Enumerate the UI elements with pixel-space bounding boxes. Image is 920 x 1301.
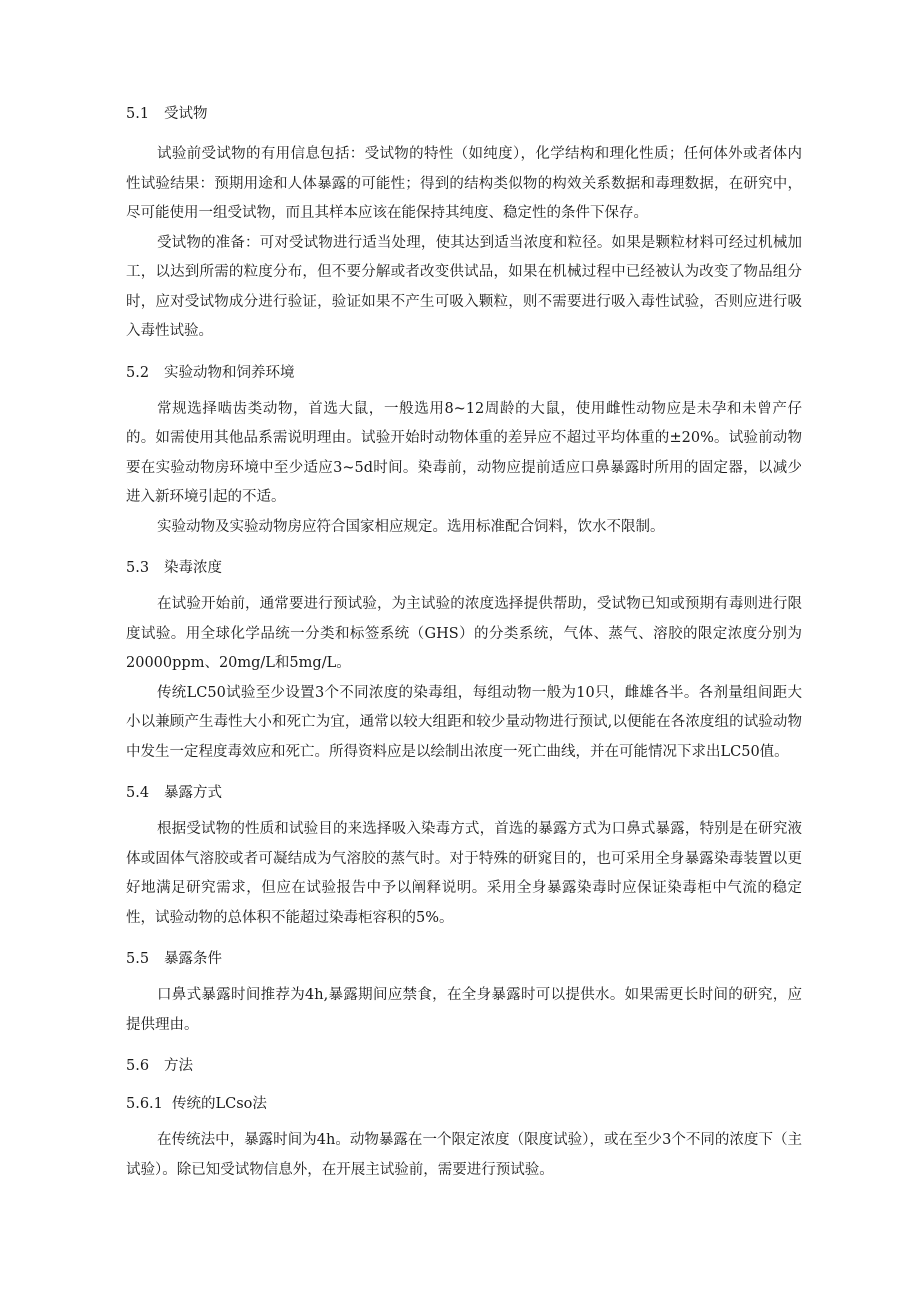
section-5-6-1 bbox=[126, 1092, 802, 1185]
section-title: 传统的LCso法 bbox=[172, 1096, 267, 1112]
paragraph: 根据受试物的性质和试验目的来选择吸入染毒方式，首选的暴露方式为口鼻式暴露，特别是在研究液体或固体气溶胶或者可凝结成为气溶胶的蒸气时。对于特殊的研窕目的，也可采用全身暴露染毒装置以更好地满足研究需求，但应在试验报告中予以阐释说明。采用全身暴露染毒时应保证染毒柜中气流的稳定性，试验动物的总体积不能超过染毒柜容积的5%。 bbox=[126, 821, 802, 926]
paragraph: 试验前受试物的有用信息包括：受试物的特性（如纯度），化学结构和理化性质；任何体外或者体内性试验结果：预期用途和人体暴露的可能性；得到的结构类似物的构效关系数据和毒理数据，在研究中，尽可能使用一组受试物，而且其样本应该在能保持其纯度、稳定性的条件下保存。 bbox=[126, 146, 802, 221]
section-title: 方法 bbox=[164, 1058, 193, 1074]
paragraph: 在传统法中，暴露时间为4h。动物暴露在一个限定浓度（限度试验），或在至少3个不同的浓度下（主试验）。除已知受试物信息外，在开展主试验前，需要进行预试验。 bbox=[126, 1132, 802, 1178]
section-number: 5.6 bbox=[126, 1058, 150, 1074]
section-number: 5.5 bbox=[126, 951, 150, 967]
section-5-3 bbox=[126, 556, 802, 767]
section-heading bbox=[126, 556, 802, 580]
section-number: 5.3 bbox=[126, 560, 150, 576]
paragraph: 受试物的准备：可对受试物进行适当处理，使其达到适当浓度和粒径。如果是颗粒材料可经过机械加工，以达到所需的粒度分布，但不要分解或者改变供试品，如果在机械过程中已经被认为改变了物品组分时，应对受试物成分进行验证，验证如果不产生可吸入颗粒，则不需要进行吸入毒性试验，否则应进行吸入毒性试验。 bbox=[126, 234, 802, 339]
section-heading bbox=[126, 1092, 802, 1116]
section-heading bbox=[126, 1054, 802, 1078]
paragraph: 常规选择啮齿类动物，首选大鼠，一般选用8~12周龄的大鼠，使用雌性动物应是未孕和未曾产仔的。如需使用其他品系需说明理由。试验开始时动物体重的差异应不超过平均体重的±20%。试验前动物要在实验动物房环境中至少适应3~5d时间。染毒前，动物应提前适应口鼻暴露时所用的固定器，以减少进入新环境引起的不适。 bbox=[126, 400, 802, 505]
section-title: 染毒浓度 bbox=[164, 560, 222, 576]
paragraph: 在试验开始前，通常要进行预试验，为主试验的浓度选择提供帮助，受试物已知或预期有毒则进行限度试验。用全球化学品统一分类和标签系统（GHS）的分类系统，气体、蒸气、溶胶的限定浓度分别为20000ppm、20mg/L和5mg/L。 bbox=[126, 596, 802, 671]
section-title: 受试物 bbox=[164, 106, 208, 122]
section-title: 暴露方式 bbox=[164, 785, 222, 801]
section-5-4 bbox=[126, 781, 802, 933]
section-heading bbox=[126, 361, 802, 385]
paragraph: 口鼻式暴露时间推荐为4h,暴露期间应禁食，在全身暴露时可以提供水。如果需更长时间的研究，应提供理由。 bbox=[126, 987, 802, 1033]
section-number: 5.4 bbox=[126, 785, 150, 801]
section-heading bbox=[126, 947, 802, 971]
section-5-6 bbox=[126, 1054, 802, 1078]
section-title: 实验动物和饲养环境 bbox=[164, 364, 295, 381]
section-number: 5.1 bbox=[126, 106, 150, 122]
section-5-1 bbox=[126, 102, 802, 347]
section-5-5 bbox=[126, 947, 802, 1040]
paragraph: 实验动物及实验动物房应符合国家相应规定。选用标准配合饲料，饮水不限制。 bbox=[157, 518, 665, 535]
section-title: 暴露条件 bbox=[164, 951, 222, 967]
section-heading bbox=[126, 102, 802, 126]
section-number: 5.2 bbox=[126, 364, 150, 381]
section-number: 5.6.1 bbox=[126, 1096, 163, 1112]
paragraph: 传统LC50试验至少设置3个不同浓度的染毒组，每组动物一般为10只，雌雄各半。各剂量组间距大小以兼顾产生毒性大小和死亡为宜，通常以较大组距和较少量动物进行预试,以便能在各浓度组的试验动物中发生一定程度毒效应和死亡。所得资料应是以绘制出浓度一死亡曲线，并在可能情况下求出LC50值。 bbox=[126, 684, 802, 760]
section-5-2 bbox=[126, 361, 802, 543]
section-heading bbox=[126, 781, 802, 805]
